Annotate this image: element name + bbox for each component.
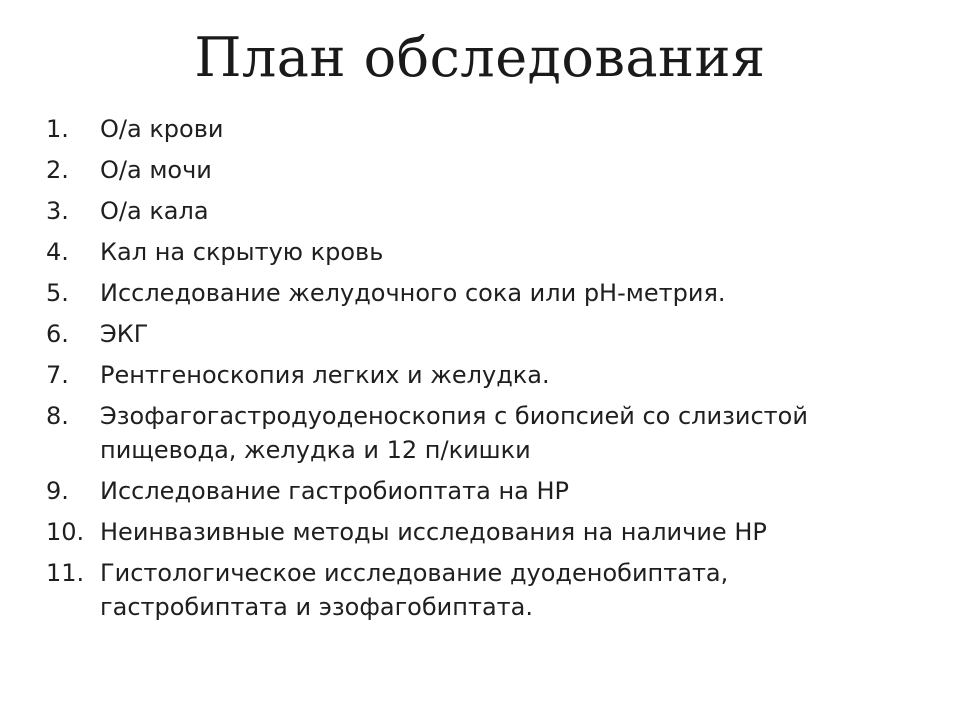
list-item-text: О/а крови	[100, 115, 224, 143]
list-item-text: Кал на скрытую кровь	[100, 238, 384, 266]
list-item	[46, 474, 906, 508]
exam-plan-list	[46, 112, 906, 631]
list-item	[46, 399, 906, 467]
list-item	[46, 556, 906, 624]
list-item-number: 4.	[46, 238, 69, 266]
list-item-text: ЭКГ	[100, 320, 149, 348]
list-item-number: 9.	[46, 477, 69, 505]
list-item	[46, 153, 906, 187]
list-item-number: 6.	[46, 320, 69, 348]
list-item-text: Неинвазивные методы исследования на наличие НР	[100, 518, 767, 546]
list-item	[46, 515, 906, 549]
list-item-number: 2.	[46, 156, 69, 184]
list-item-number: 10.	[46, 518, 85, 546]
list-item	[46, 194, 906, 228]
list-item	[46, 235, 906, 269]
list-item-text: Рентгеноскопия легких и желудка.	[100, 361, 550, 389]
list-item-number: 5.	[46, 279, 69, 307]
list-item-text: О/а кала	[100, 197, 209, 225]
list-item-text: Исследование гастробиоптата на НР	[100, 477, 569, 505]
list-item-number: 1.	[46, 115, 69, 143]
list-item-text: Исследование желудочного сока или рН-метрия.	[100, 279, 726, 307]
list-item-number: 11.	[46, 559, 85, 587]
list-item	[46, 112, 906, 146]
list-item	[46, 358, 906, 392]
list-item-text: Эзофагогастродуоденоскопия с биопсией со слизистой пищевода, желудка и 12 п/кишки	[100, 402, 808, 464]
list-item-number: 7.	[46, 361, 69, 389]
list-item-text: Гистологическое исследование дуоденобиптата, гастробиптата и эзофагобиптата.	[100, 559, 729, 621]
list-item-text: О/а мочи	[100, 156, 212, 184]
list-item-number: 8.	[46, 402, 69, 430]
list-item-number: 3.	[46, 197, 69, 225]
slide-title: План обследования	[194, 26, 766, 89]
list-item	[46, 276, 906, 310]
list-item	[46, 317, 906, 351]
